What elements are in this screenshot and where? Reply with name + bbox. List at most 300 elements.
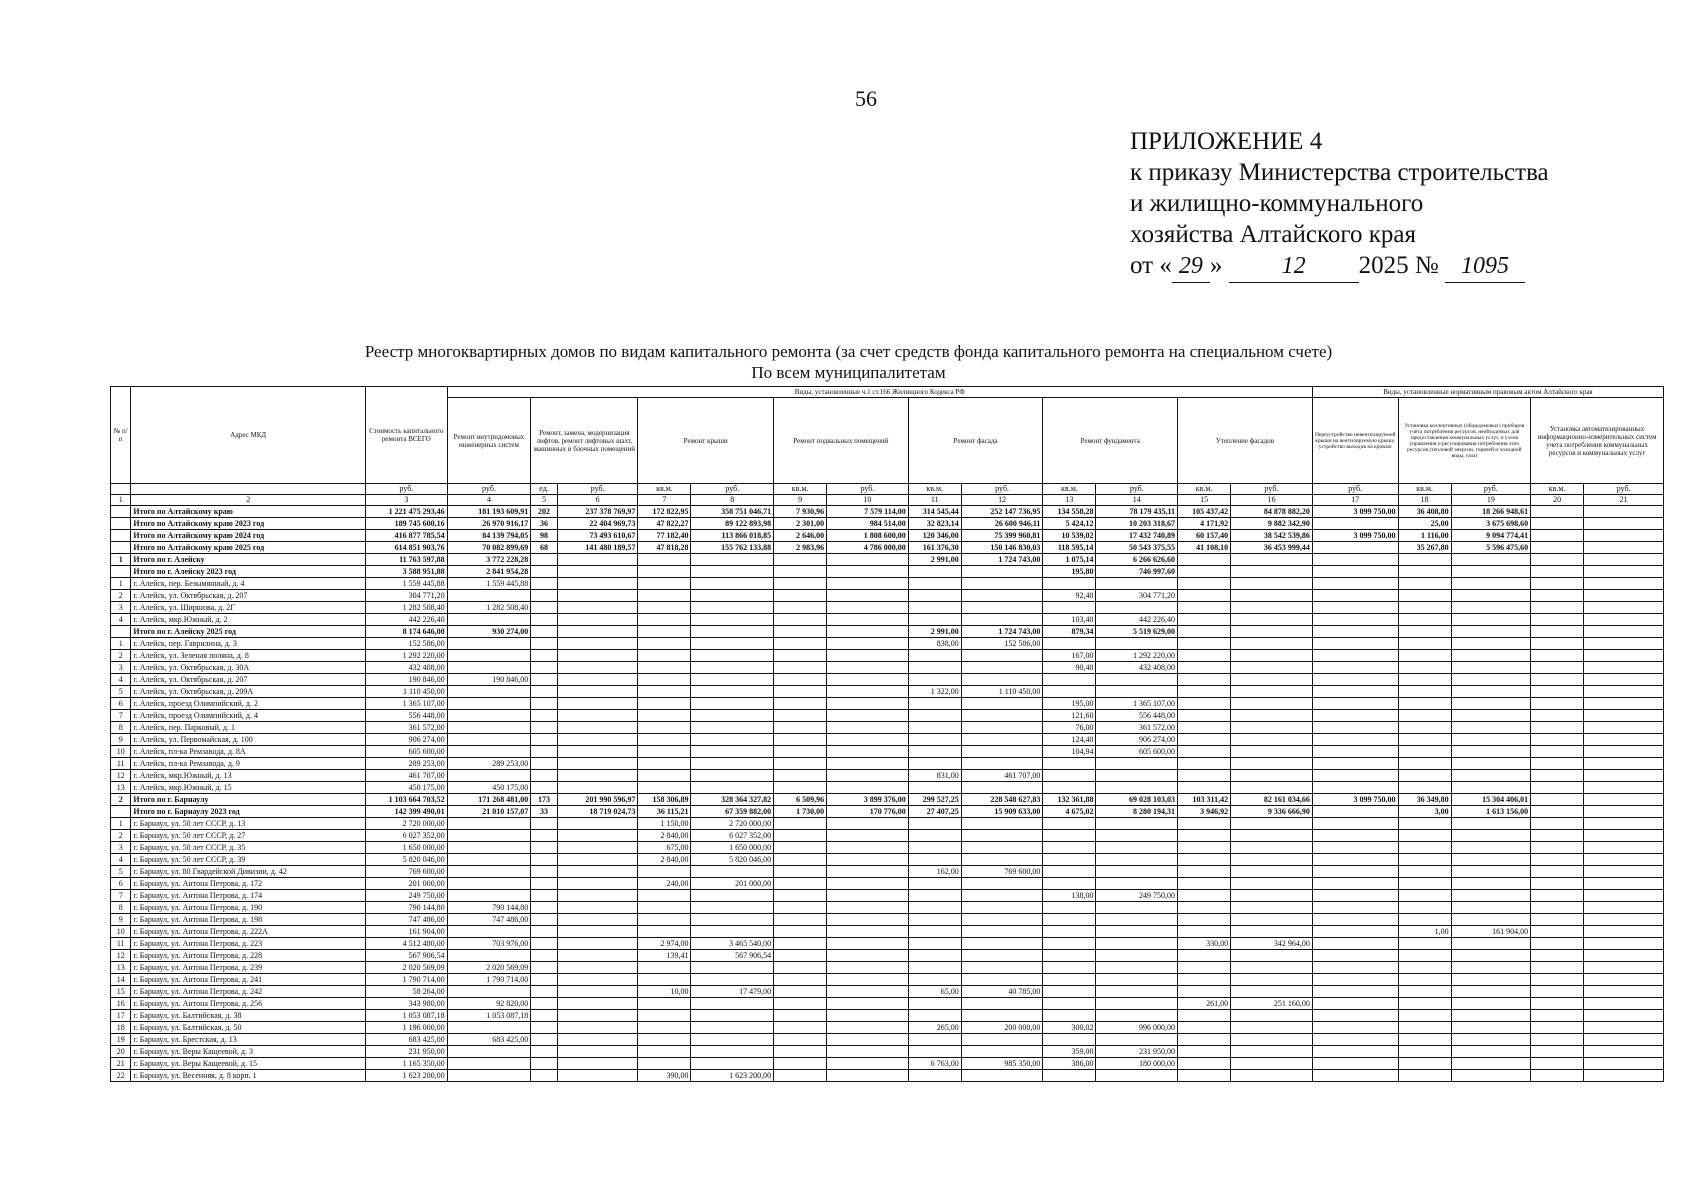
row-value: 289 253,00 [366, 758, 448, 770]
row-value [1096, 902, 1178, 914]
row-value: 2 974,00 [638, 938, 691, 950]
header-group-row [111, 387, 1664, 398]
row-value: 36 408,80 [1398, 506, 1451, 518]
row-value: 1 322,00 [908, 686, 961, 698]
row-value [1231, 1022, 1313, 1034]
row-value [1312, 1022, 1398, 1034]
row-value: 27 407,25 [908, 806, 961, 818]
row-value [774, 578, 827, 590]
handwritten-day: 29 [1172, 251, 1210, 283]
row-value [1451, 722, 1531, 734]
row-value [1178, 950, 1231, 962]
row-value [531, 614, 558, 626]
row-value [1451, 554, 1531, 566]
row-value: 2 020 569,09 [447, 962, 531, 974]
row-value [557, 626, 638, 638]
row-number: 1 [111, 578, 131, 590]
row-value [1312, 1070, 1398, 1082]
row-value [1531, 638, 1584, 650]
row-value: 683 425,00 [447, 1034, 531, 1046]
row-value: 2 991,00 [908, 554, 961, 566]
row-value [908, 950, 961, 962]
row-value [908, 578, 961, 590]
row-value [638, 998, 691, 1010]
table-row [111, 842, 1664, 854]
row-value [1043, 782, 1096, 794]
unit-cell: руб. [1312, 484, 1398, 495]
row-value [1312, 938, 1398, 950]
row-value [531, 1022, 558, 1034]
year-and-number-sign: 2025 № [1358, 252, 1439, 279]
row-value [1531, 626, 1584, 638]
row-value [447, 842, 531, 854]
row-value [1398, 554, 1451, 566]
row-value [531, 1058, 558, 1070]
row-value [908, 890, 961, 902]
row-value [908, 782, 961, 794]
row-value [1178, 602, 1231, 614]
row-value [1312, 698, 1398, 710]
row-value [1043, 854, 1096, 866]
column-number-cell: 4 [447, 495, 531, 506]
row-value [1178, 590, 1231, 602]
row-value [531, 566, 558, 578]
row-value [531, 782, 558, 794]
row-number [111, 530, 131, 542]
row-value [1043, 950, 1096, 962]
row-value [774, 818, 827, 830]
row-value [1178, 650, 1231, 662]
row-value [1178, 686, 1231, 698]
row-value [1178, 902, 1231, 914]
row-value: 15 304 406,01 [1451, 794, 1531, 806]
row-value: 9 094 774,41 [1451, 530, 1531, 542]
row-value [1451, 1046, 1531, 1058]
row-value [908, 818, 961, 830]
row-value: 2 646,00 [774, 530, 827, 542]
row-value: 442 226,40 [1096, 614, 1178, 626]
row-value: 8 174 646,00 [366, 626, 448, 638]
row-value: 89 122 893,98 [691, 518, 774, 530]
unit-cell: кв.м. [638, 484, 691, 495]
row-value: 190 846,00 [447, 674, 531, 686]
row-value [1312, 578, 1398, 590]
row-value [774, 722, 827, 734]
row-value [1231, 878, 1313, 890]
row-value [961, 782, 1043, 794]
row-value [1584, 938, 1664, 950]
row-value [1398, 914, 1451, 926]
row-value [961, 662, 1043, 674]
row-value [1043, 674, 1096, 686]
row-value [1531, 962, 1584, 974]
row-value [961, 614, 1043, 626]
row-value [691, 998, 774, 1010]
row-value: 1 292 220,00 [366, 650, 448, 662]
row-value [908, 974, 961, 986]
appendix-line-ministry: и жилищно-коммунального [1130, 190, 1424, 217]
column-number-cell: 13 [1043, 495, 1096, 506]
row-value [531, 950, 558, 962]
row-value [1178, 758, 1231, 770]
row-address: г. Барнаул, ул. Антона Петрова, д. 190 [131, 902, 366, 914]
row-value [1178, 986, 1231, 998]
row-value: 240,00 [638, 878, 691, 890]
row-value [557, 1022, 638, 1034]
row-number: 2 [111, 650, 131, 662]
row-value: 201 000,00 [691, 878, 774, 890]
row-number: 4 [111, 854, 131, 866]
row-value: 158 306,89 [638, 794, 691, 806]
row-value [961, 1010, 1043, 1022]
table-row [111, 830, 1664, 842]
row-value [827, 1034, 909, 1046]
row-value [1584, 998, 1664, 1010]
row-value [1451, 674, 1531, 686]
row-value [961, 674, 1043, 686]
table-row [111, 950, 1664, 962]
row-value: 50 543 375,55 [1096, 542, 1178, 554]
row-value [1584, 602, 1664, 614]
row-value [1231, 866, 1313, 878]
header-engineering: Ремонт внутридомовых инженерных систем [447, 398, 531, 484]
row-value [961, 1046, 1043, 1058]
row-value [1451, 890, 1531, 902]
row-value [1398, 722, 1451, 734]
row-value [1398, 650, 1451, 662]
unit-cell: руб. [1231, 484, 1313, 495]
row-value: 190 846,00 [366, 674, 448, 686]
row-value [908, 746, 961, 758]
row-value [531, 926, 558, 938]
table-row [111, 1022, 1664, 1034]
row-value [1043, 938, 1096, 950]
row-value: 32 823,14 [908, 518, 961, 530]
row-value [1584, 854, 1664, 866]
row-value [827, 758, 909, 770]
row-value: 2 301,00 [774, 518, 827, 530]
row-value [1178, 578, 1231, 590]
row-value: 289 253,00 [447, 758, 531, 770]
row-value [557, 734, 638, 746]
row-value [447, 710, 531, 722]
row-value [774, 878, 827, 890]
row-value: 10 203 318,67 [1096, 518, 1178, 530]
row-value: 18 266 948,61 [1451, 506, 1531, 518]
row-value [1231, 830, 1313, 842]
row-value [827, 926, 909, 938]
row-value [691, 638, 774, 650]
row-value: 124,40 [1043, 734, 1096, 746]
row-address: г. Алейск, пер. Парковый, д. 1 [131, 722, 366, 734]
row-value [1312, 950, 1398, 962]
row-value [447, 770, 531, 782]
row-value: 103,40 [1043, 614, 1096, 626]
table-row [111, 662, 1664, 674]
row-address: г. Барнаул, ул. Брестская, д. 13 [131, 1034, 366, 1046]
column-number-cell: 18 [1398, 495, 1451, 506]
row-value [638, 554, 691, 566]
row-value: 838,00 [908, 638, 961, 650]
row-value [531, 758, 558, 770]
row-value [1531, 530, 1584, 542]
row-value: 76,00 [1043, 722, 1096, 734]
row-value [961, 818, 1043, 830]
row-value [691, 650, 774, 662]
row-value [1096, 974, 1178, 986]
row-address: г. Барнаул, ул. 50 лет СССР, д. 35 [131, 842, 366, 854]
row-value: 202 [531, 506, 558, 518]
unit-cell: руб. [447, 484, 531, 495]
row-value [1043, 638, 1096, 650]
row-value [774, 650, 827, 662]
row-value [1584, 806, 1664, 818]
row-value [1398, 686, 1451, 698]
row-value [557, 722, 638, 734]
row-value [1584, 1058, 1664, 1070]
row-value: 35 267,80 [1398, 542, 1451, 554]
row-value: 4 171,92 [1178, 518, 1231, 530]
row-address: г. Алейск, мкр.Южный, д. 15 [131, 782, 366, 794]
row-value: 167,00 [1043, 650, 1096, 662]
row-value [827, 998, 909, 1010]
row-value [531, 962, 558, 974]
row-value [1043, 770, 1096, 782]
row-value [827, 890, 909, 902]
row-value: 5 424,12 [1043, 518, 1096, 530]
row-value [1312, 878, 1398, 890]
row-value [827, 854, 909, 866]
row-value [531, 974, 558, 986]
row-value [638, 650, 691, 662]
row-value [1312, 614, 1398, 626]
row-value: 58 264,00 [366, 986, 448, 998]
row-value [961, 854, 1043, 866]
row-value [1096, 770, 1178, 782]
unit-cell: руб. [961, 484, 1043, 495]
date-mid: » [1209, 252, 1223, 279]
table-row [111, 710, 1664, 722]
row-value [1312, 1034, 1398, 1046]
table-row [111, 602, 1664, 614]
row-value [1531, 926, 1584, 938]
row-value: 150 146 830,03 [961, 542, 1043, 554]
row-value: 77 182,40 [638, 530, 691, 542]
row-value [1312, 650, 1398, 662]
total-row [111, 530, 1664, 542]
row-value: 73 493 610,67 [557, 530, 638, 542]
row-value [774, 746, 827, 758]
row-value [1231, 722, 1313, 734]
row-value [531, 1034, 558, 1046]
row-value [531, 626, 558, 638]
row-value [1043, 818, 1096, 830]
row-number: 9 [111, 914, 131, 926]
row-value [557, 638, 638, 650]
row-value [1584, 686, 1664, 698]
row-value [908, 650, 961, 662]
row-value [638, 1058, 691, 1070]
row-value [908, 590, 961, 602]
header-basement: Ремонт подвальных помещений [774, 398, 909, 484]
row-value [557, 674, 638, 686]
row-value: 5 820 046,00 [691, 854, 774, 866]
row-value: 984 514,00 [827, 518, 909, 530]
row-value [447, 698, 531, 710]
row-value: 2 720 000,00 [691, 818, 774, 830]
row-value [1584, 890, 1664, 902]
row-value [1584, 950, 1664, 962]
row-address: г. Алейск, проезд Олимпийский, д. 2 [131, 698, 366, 710]
row-value [1178, 770, 1231, 782]
row-value [531, 722, 558, 734]
row-value: 1 365 107,00 [1096, 698, 1178, 710]
row-value [1531, 1058, 1584, 1070]
row-value [961, 890, 1043, 902]
row-value: 69 028 103,03 [1096, 794, 1178, 806]
row-address: Итого по г. Алейску 2023 год [131, 566, 366, 578]
row-value [961, 1034, 1043, 1046]
row-number: 12 [111, 770, 131, 782]
row-value: 747 486,00 [447, 914, 531, 926]
row-value [961, 950, 1043, 962]
table-row [111, 614, 1664, 626]
row-value [531, 650, 558, 662]
row-value: 25,00 [1398, 518, 1451, 530]
row-value: 675,00 [638, 842, 691, 854]
row-value [1096, 938, 1178, 950]
row-value [691, 890, 774, 902]
row-number: 4 [111, 614, 131, 626]
row-value [774, 686, 827, 698]
row-value [1584, 506, 1664, 518]
row-value [1231, 1010, 1313, 1022]
row-value [1178, 554, 1231, 566]
row-value [1584, 518, 1664, 530]
row-number: 14 [111, 974, 131, 986]
row-value [827, 986, 909, 998]
row-value [1231, 626, 1313, 638]
row-value [1451, 998, 1531, 1010]
row-value [1043, 842, 1096, 854]
row-value [1096, 758, 1178, 770]
row-value [447, 1070, 531, 1082]
row-value [447, 1058, 531, 1070]
row-value: 985 350,00 [961, 1058, 1043, 1070]
row-value [557, 746, 638, 758]
row-value: 683 425,00 [366, 1034, 448, 1046]
row-value [691, 710, 774, 722]
row-value [1531, 986, 1584, 998]
row-value [1231, 602, 1313, 614]
row-value [1584, 962, 1664, 974]
row-value: 450 175,00 [366, 782, 448, 794]
row-value: 3 946,92 [1178, 806, 1231, 818]
table-row [111, 1046, 1664, 1058]
row-value [1178, 674, 1231, 686]
column-number-cell: 7 [638, 495, 691, 506]
register-body [111, 506, 1664, 1082]
row-value [1451, 710, 1531, 722]
row-value [691, 1010, 774, 1022]
row-value: 605 600,00 [1096, 746, 1178, 758]
row-value [1584, 926, 1664, 938]
row-value [774, 758, 827, 770]
row-value [1178, 962, 1231, 974]
row-value [531, 842, 558, 854]
row-value [1398, 710, 1451, 722]
row-value [827, 566, 909, 578]
row-value [1584, 554, 1664, 566]
row-number: 3 [111, 602, 131, 614]
row-value [447, 722, 531, 734]
row-value [961, 998, 1043, 1010]
row-value [774, 590, 827, 602]
row-value [1312, 914, 1398, 926]
row-value [557, 1046, 638, 1058]
row-number: 3 [111, 662, 131, 674]
row-value [1043, 902, 1096, 914]
row-value [447, 1022, 531, 1034]
row-value [1584, 902, 1664, 914]
row-value [774, 914, 827, 926]
row-value [1312, 830, 1398, 842]
row-value [1398, 770, 1451, 782]
row-value [1531, 710, 1584, 722]
row-value [1398, 746, 1451, 758]
row-value [1231, 842, 1313, 854]
row-value: 141 480 189,57 [557, 542, 638, 554]
row-value [1312, 818, 1398, 830]
row-value [1451, 566, 1531, 578]
table-row [111, 1058, 1664, 1070]
row-value [1398, 1070, 1451, 1082]
row-value [1531, 506, 1584, 518]
row-value [774, 830, 827, 842]
row-value [1584, 878, 1664, 890]
row-value [1312, 782, 1398, 794]
row-value: 170 776,00 [827, 806, 909, 818]
total-row [111, 806, 1664, 818]
row-address: г. Барнаул, ул. Антона Петрова, д. 222А [131, 926, 366, 938]
row-value: 142 399 490,01 [366, 806, 448, 818]
row-value [1531, 878, 1584, 890]
row-value [1531, 554, 1584, 566]
row-value: 3 465 540,00 [691, 938, 774, 950]
row-value: 556 448,00 [366, 710, 448, 722]
row-number [111, 506, 131, 518]
row-value: 790 144,80 [447, 902, 531, 914]
row-value [557, 842, 638, 854]
row-value [447, 590, 531, 602]
row-value [961, 590, 1043, 602]
table-row [111, 578, 1664, 590]
row-value: 4 786 000,00 [827, 542, 909, 554]
row-value [638, 662, 691, 674]
header-insulation: Утепление фасадов [1178, 398, 1313, 484]
column-number-cell: 11 [908, 495, 961, 506]
row-number: 7 [111, 890, 131, 902]
row-value [1398, 1010, 1451, 1022]
row-value [1451, 842, 1531, 854]
row-value [1531, 614, 1584, 626]
row-value: 1 150,00 [638, 818, 691, 830]
row-value [1398, 662, 1451, 674]
row-value [961, 734, 1043, 746]
row-value [1231, 638, 1313, 650]
row-value [1231, 746, 1313, 758]
row-value [827, 554, 909, 566]
